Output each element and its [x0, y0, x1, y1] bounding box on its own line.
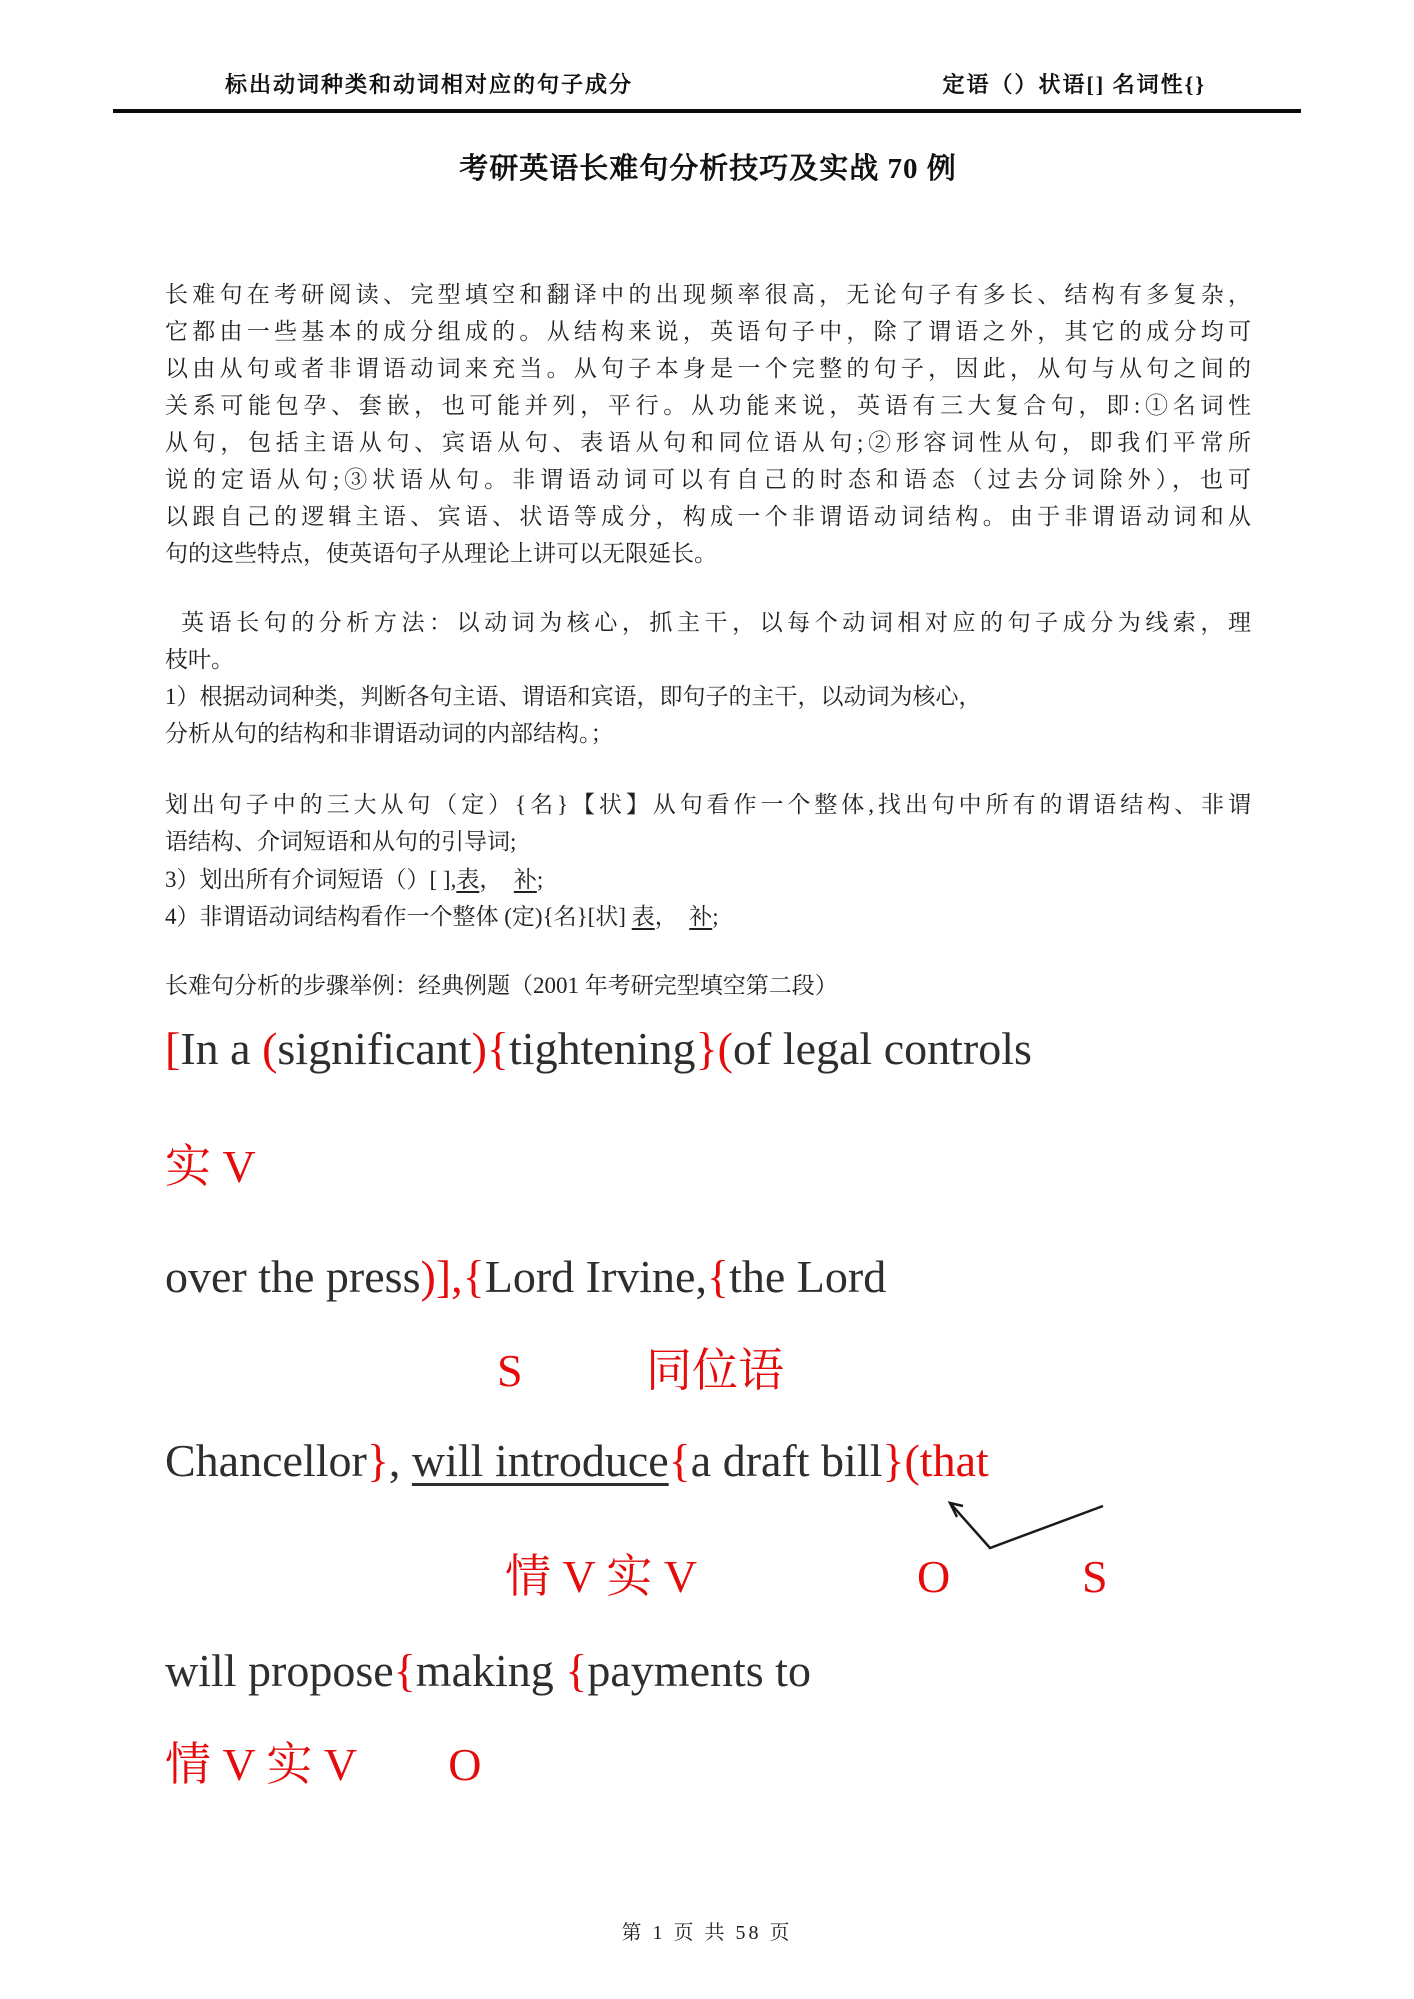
text-segment: 4）非谓语动词结构看作一个整体 (定){名}[状]: [165, 904, 632, 929]
annotation-red-segment: (: [717, 1023, 733, 1074]
sentence-line-1: [165, 1020, 1032, 1078]
text-segment: over the press: [165, 1251, 421, 1302]
text-segment: the Lord: [729, 1251, 887, 1302]
text-segment: In a: [180, 1023, 263, 1074]
page-header: [113, 68, 1301, 113]
annotation-red-segment: {: [706, 1251, 730, 1302]
text-segment: a draft bill: [690, 1435, 883, 1486]
page-number-footer: 第 1 页 共 58 页: [621, 1922, 793, 1944]
numbered-items: [165, 861, 1251, 935]
verb-type-label: 实 V: [165, 1141, 256, 1192]
text-segment: 3）划出所有介词短语（）[ ],: [165, 867, 457, 892]
text-segment: ，: [654, 904, 690, 929]
method-paragraph: [165, 604, 1251, 752]
text-segment: will introduce: [411, 1435, 669, 1486]
text-segment: ;: [536, 867, 544, 892]
list-item-4: [165, 898, 1251, 935]
text-segment: will propose: [165, 1645, 394, 1696]
annotation-red-segment: [: [165, 1023, 181, 1074]
annotation-red-segment: }: [882, 1435, 905, 1486]
paragraph-line: 以由从句或者非谓语动词来充当。从句子本身是一个完整的句子，因此，从句与从句之间的: [165, 356, 1251, 381]
text-segment: Lord Irvine,: [484, 1251, 707, 1302]
paragraph-line: 句的这些特点，使英语句子从理论上讲可以无限延长。: [165, 541, 717, 566]
modal-verb-label: 情 V 实 V: [505, 1551, 698, 1602]
apposition-label: 同位语: [646, 1345, 784, 1396]
paragraph-line: 长难句在考研阅读、完型填空和翻译中的出现频率很高，无论句子有多长、结构有多复杂，: [165, 282, 1251, 307]
annotation-red-segment: {: [668, 1435, 691, 1486]
text-segment: Chancellor: [165, 1435, 367, 1486]
sentence-line-3: [165, 1432, 989, 1490]
subject-label: S: [1082, 1551, 1108, 1602]
text-segment: payments to: [587, 1645, 811, 1696]
sentence-line-2: [165, 1248, 886, 1306]
annotation-red-segment: }: [366, 1435, 389, 1486]
text-segment: 补: [513, 867, 537, 892]
text-segment: ;: [712, 904, 719, 929]
header-left-text: 标出动词种类和动词相对应的句子成分: [225, 72, 634, 97]
paragraph-line: 语结构、介词短语和从句的引导词;: [165, 829, 517, 854]
paragraph-line: 枝叶。: [165, 647, 234, 672]
annotation-red-segment: (that: [904, 1435, 989, 1486]
text-segment: 表: [631, 904, 655, 929]
paragraph-line: 从句，包括主语从句、宾语从句、表语从句和同位语从句;②形容词性从句，即我们平常所: [165, 430, 1251, 455]
paragraph-line: 关系可能包孕、套嵌，也可能并列，平行。从功能来说，英语有三大复合句，即:①名词性: [165, 393, 1251, 418]
text-segment: significant: [277, 1023, 472, 1074]
annotation-red-segment: ): [471, 1023, 487, 1074]
text-segment: ，: [479, 867, 514, 892]
paragraph-line: 英语长句的分析方法：以动词为核心，抓主干，以每个动词相对应的句子成分为线索，理: [165, 610, 1251, 635]
text-segment: 表: [456, 867, 480, 892]
annotation-red-segment: (: [262, 1023, 278, 1074]
label-line-verbs-object-subject: [165, 1548, 1251, 1606]
text-segment: 补: [689, 904, 713, 929]
text-segment: making: [415, 1645, 566, 1696]
paragraph-line: 它都由一些基本的成分组成的。从结构来说，英语句子中，除了谓语之外，其它的成分均可: [165, 319, 1251, 344]
clause-paragraph: [165, 786, 1251, 860]
header-right-text: 定语（）状语[] 名词性{}: [942, 72, 1206, 97]
object-label: O: [917, 1551, 951, 1602]
annotation-red-segment: }: [695, 1023, 718, 1074]
sentence-line-4: [165, 1642, 811, 1700]
label-line-subject-apposition: [165, 1342, 1251, 1400]
text-segment: ,: [388, 1435, 412, 1486]
paragraph-line: 以跟自己的逻辑主语、宾语、状语等成分，构成一个非谓语动词结构。由于非谓语动词和从: [165, 504, 1251, 529]
paragraph-line: 分析从句的结构和非谓语动词的内部结构。；: [165, 721, 614, 746]
list-item-3: [165, 861, 1251, 898]
annotation-red-segment: )],: [420, 1251, 463, 1302]
intro-paragraph: [165, 276, 1251, 572]
annotation-red-segment: {: [462, 1251, 485, 1302]
modal-verb-object-label: 情 V 实 V O: [165, 1739, 482, 1790]
label-line-shi-v: [165, 1138, 256, 1196]
paragraph-line: 说的定语从句;③状语从句。非谓语动词可以有自己的时态和语态（过去分词除外），也可: [165, 467, 1251, 492]
annotation-red-segment: {: [393, 1645, 416, 1696]
annotation-red-segment: {: [565, 1645, 588, 1696]
text-segment: of legal controls: [732, 1023, 1032, 1074]
annotation-red-segment: {: [486, 1023, 510, 1074]
label-line-bottom: [165, 1736, 482, 1794]
example-intro: 长难句分析的步骤举例：经典例题（2001 年考研完型填空第二段）: [165, 973, 838, 998]
paragraph-line: 划出句子中的三大从句（定）{名}【状】从句看作一个整体,找出句中所有的谓语结构、非谓: [165, 792, 1251, 817]
text-segment: tightening: [509, 1023, 696, 1074]
subject-label: S: [497, 1345, 523, 1396]
paragraph-line: 1）根据动词种类，判断各句主语、谓语和宾语，即句子的主干，以动词为核心，: [165, 684, 982, 709]
page-title: 考研英语长难句分析技巧及实战 70 例: [459, 153, 957, 185]
